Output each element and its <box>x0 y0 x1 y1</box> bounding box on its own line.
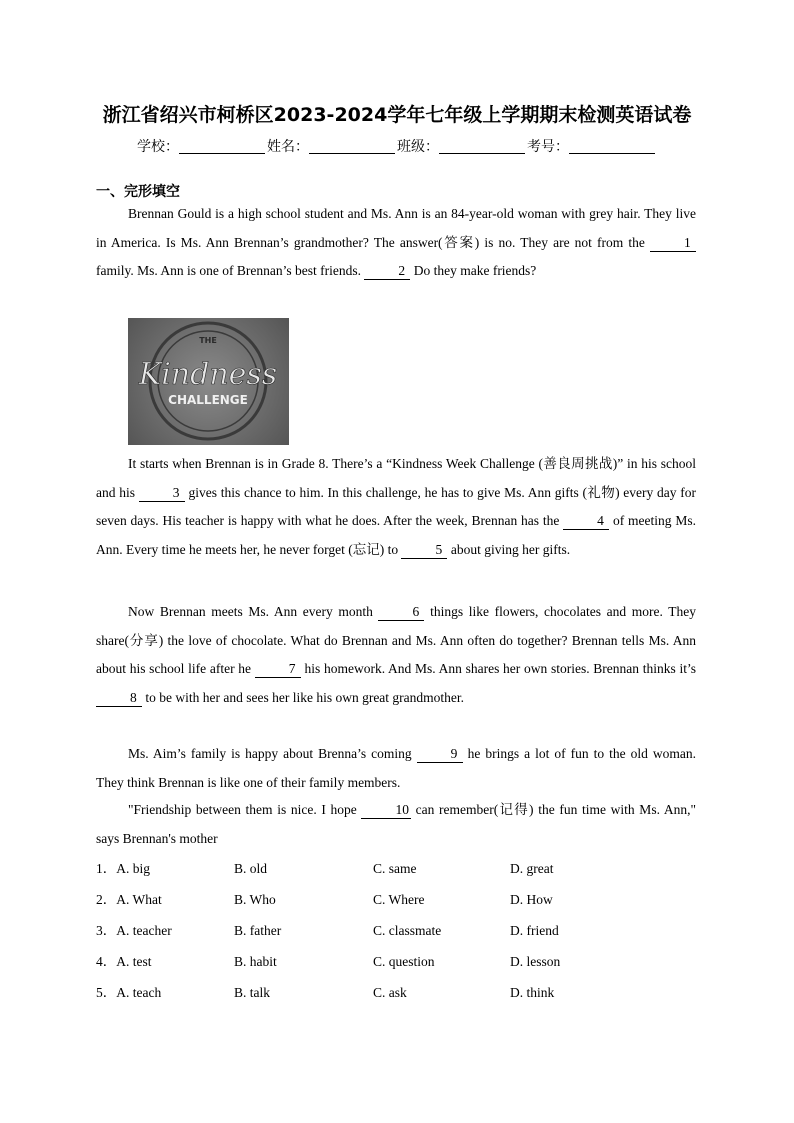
paragraph-text: he brings a lot of fun to the old woman. They think Brennan is like one of their family members. <box>96 746 696 790</box>
paragraph-text: can remember(记得) the fun time with Ms. Ann," says Brennan's mother <box>96 802 696 846</box>
page-title: 浙江省绍兴市柯桥区2023-2024学年七年级上学期期末检测英语试卷 <box>102 104 692 126</box>
option-b[interactable]: B. old <box>234 861 268 876</box>
answer-options <box>96 857 696 1012</box>
option-b[interactable]: B. talk <box>234 985 270 1000</box>
option-c[interactable]: C. question <box>373 954 435 969</box>
kindness-challenge-photo <box>128 318 289 445</box>
paragraph-text: Ms. Aim’s family is happy about Brenna’s coming <box>128 746 417 761</box>
option-c[interactable]: C. Where <box>373 892 425 907</box>
blank-9: 9 <box>417 746 463 763</box>
blank-1: 1 <box>650 235 696 252</box>
blank-7: 7 <box>255 661 301 678</box>
paragraph-text: his homework. And Ms. Ann shares her own stories. Brennan thinks it’s <box>300 661 696 676</box>
option-c[interactable]: C. classmate <box>373 923 442 938</box>
exam-no-blank[interactable] <box>569 139 655 154</box>
option-b[interactable]: B. Who <box>234 892 276 907</box>
school-blank[interactable] <box>179 139 265 154</box>
paragraph-1 <box>96 200 696 286</box>
logo-sub-text: CHALLENGE <box>168 393 248 407</box>
paragraph-text: Now Brennan meets Ms. Ann every month <box>128 604 379 619</box>
blank-6: 6 <box>378 604 424 621</box>
class-blank[interactable] <box>439 139 525 154</box>
paragraph-text: "Friendship between them is nice. I hope <box>128 802 362 817</box>
option-row <box>96 950 696 981</box>
logo-main-text: Kindness <box>138 357 278 392</box>
option-b[interactable]: B. habit <box>234 954 277 969</box>
name-label: 姓名： <box>267 139 309 155</box>
option-d[interactable]: D. think <box>510 985 555 1000</box>
paragraph-text: things like flowers, chocolates and more. They share(分享) the love of chocolate. What do Brennan and Ms. Ann often do together? Brennan tells Ms. Ann about his school life after he <box>96 604 696 676</box>
blank-5: 5 <box>401 542 447 559</box>
blank-10: 10 <box>361 802 411 819</box>
paragraph-3 <box>96 598 696 712</box>
option-a[interactable]: 2．A. What <box>96 892 162 907</box>
paragraph-text: about giving her gifts. <box>447 541 571 557</box>
paragraph-text: Do they make friends? <box>410 263 537 278</box>
option-c[interactable]: C. same <box>373 861 417 876</box>
school-label: 学校： <box>137 139 179 155</box>
name-blank[interactable] <box>309 139 395 154</box>
paragraph-4 <box>96 740 696 797</box>
option-row <box>96 981 696 1012</box>
paragraph-text: family. Ms. Ann is one of Brennan’s best friends. <box>96 263 365 278</box>
blank-4: 4 <box>563 513 609 530</box>
paragraph-text: Brennan Gould is a high school student and Ms. Ann is an 84-year-old woman with grey hair. They live in America. Is Ms. Ann Brennan’s grandmother? The answer(答案) is no. They are not from the <box>96 206 696 250</box>
paragraph-text: of meeting Ms. Ann. Every time he meets her, he never forget (忘记) to <box>96 513 696 557</box>
paragraph-5 <box>96 796 696 853</box>
blank-3: 3 <box>139 485 185 502</box>
option-a[interactable]: 1．A. big <box>96 861 150 876</box>
option-a[interactable]: 4．A. test <box>96 954 152 969</box>
paragraph-text: to be with her and sees her like his own great grandmother. <box>142 689 465 705</box>
option-a[interactable]: 5．A. teach <box>96 985 162 1000</box>
student-info-line <box>0 136 794 156</box>
option-d[interactable]: D. How <box>510 892 553 907</box>
paragraph-text: gives this chance to him. In this challenge, he has to give Ms. Ann gifts (礼物) every day for seven days. His teacher is happy with what he does. After the week, Brennan has the <box>96 484 697 528</box>
option-d[interactable]: D. friend <box>510 923 559 938</box>
class-label: 班级： <box>397 139 439 155</box>
option-c[interactable]: C. ask <box>373 985 407 1000</box>
option-b[interactable]: B. father <box>234 923 282 938</box>
section-heading: 一、完形填空 <box>96 184 180 200</box>
option-row <box>96 919 696 950</box>
logo-small-text: THE <box>199 336 217 345</box>
paragraph-2 <box>96 450 696 564</box>
option-d[interactable]: D. lesson <box>510 954 561 969</box>
option-d[interactable]: D. great <box>510 861 554 876</box>
option-a[interactable]: 3．A. teacher <box>96 923 172 938</box>
blank-2: 2 <box>364 263 410 280</box>
blank-8: 8 <box>96 690 142 707</box>
exam-no-label: 考号： <box>527 139 569 155</box>
option-row <box>96 888 696 919</box>
option-row <box>96 857 696 888</box>
paragraph-text: It starts when Brennan is in Grade 8. There’s a “Kindness Week Challenge (善良周挑战)” in his school and his <box>96 456 696 500</box>
